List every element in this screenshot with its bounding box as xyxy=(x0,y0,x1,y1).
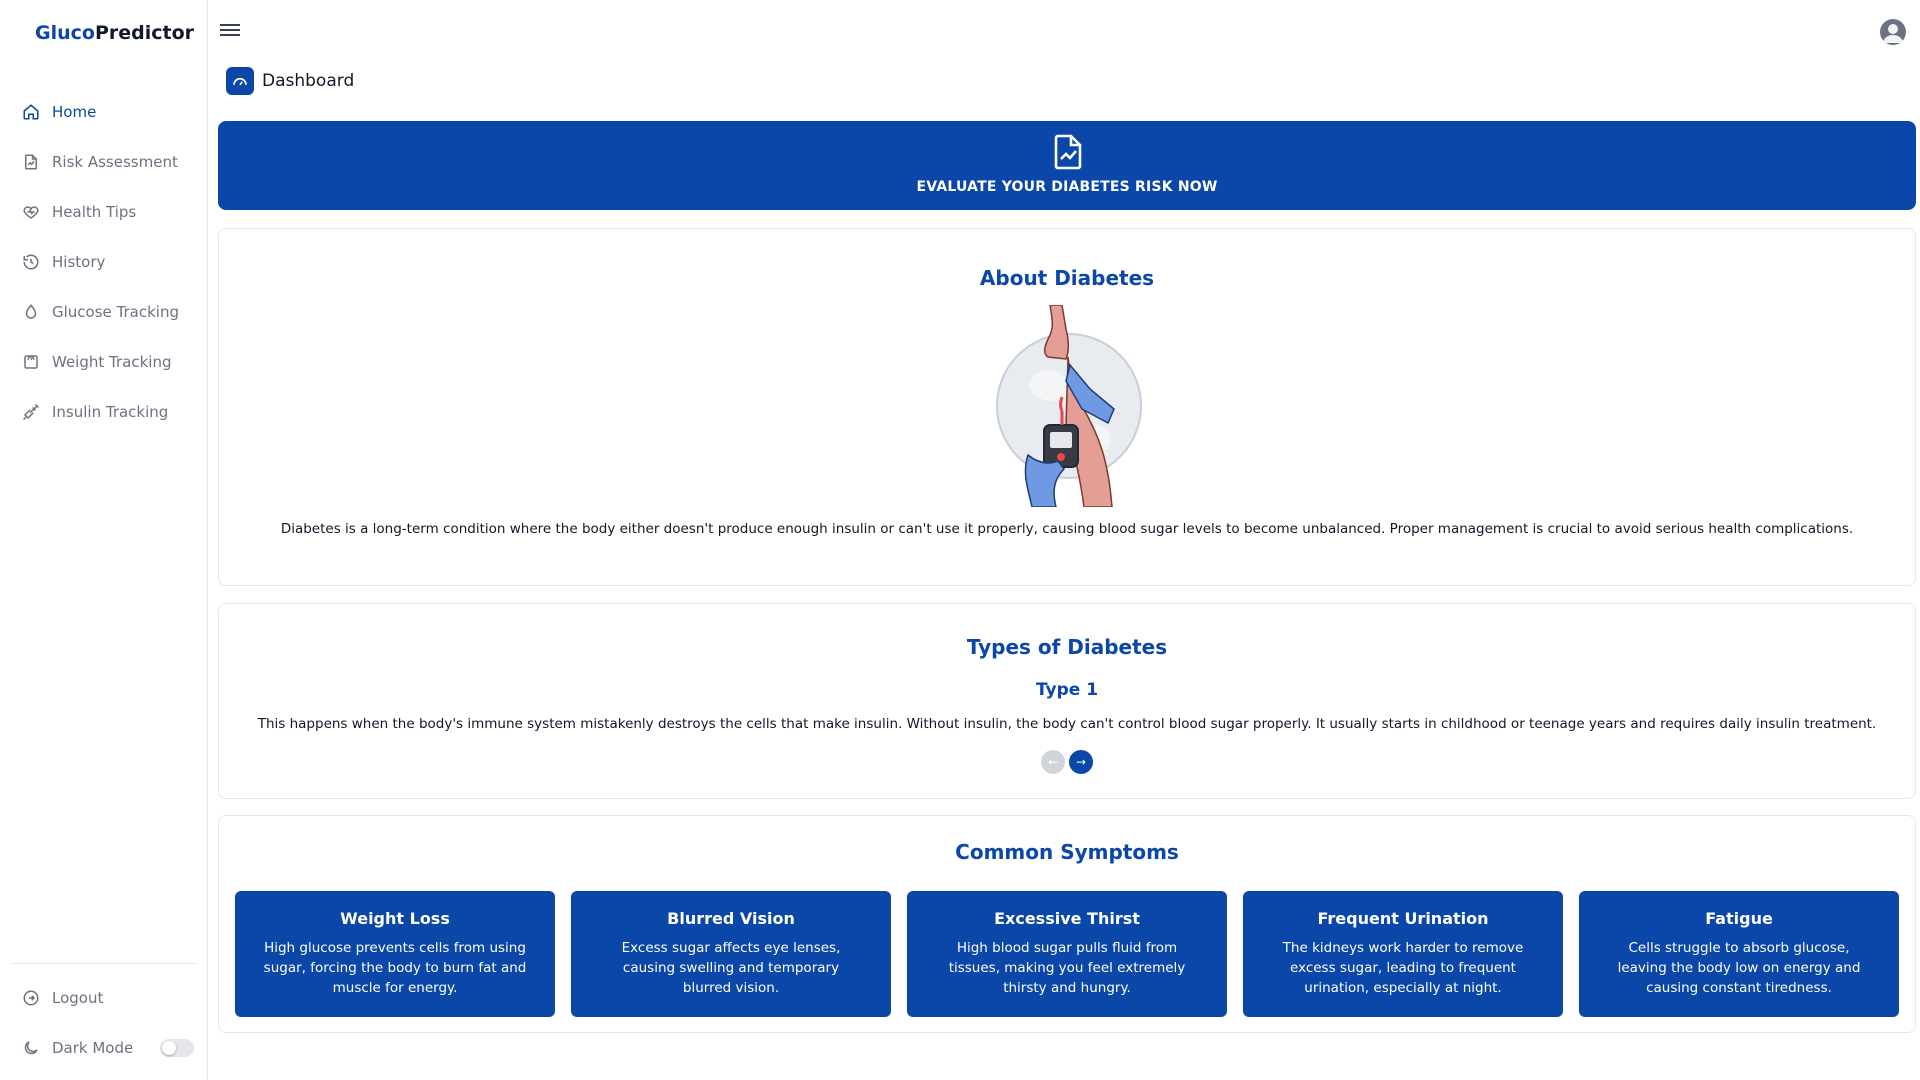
cta-label: EVALUATE YOUR DIABETES RISK NOW xyxy=(916,179,1218,195)
types-of-diabetes-card xyxy=(218,603,1916,799)
history-icon xyxy=(22,253,40,271)
common-symptoms-card xyxy=(218,815,1916,1033)
glucose-meter-illustration xyxy=(988,305,1148,507)
sidebar-item-label: Weight Tracking xyxy=(52,353,172,371)
brand-rest: Predictor xyxy=(94,22,195,44)
logout-button[interactable] xyxy=(0,973,208,1023)
symptom-card xyxy=(1579,891,1899,1017)
symptom-text: Excess sugar affects eye lenses, causing swelling and temporary blurred vision. xyxy=(621,940,841,996)
user-icon xyxy=(1880,19,1906,45)
dark-mode-row xyxy=(0,1023,208,1073)
symptom-title: Excessive Thirst xyxy=(994,909,1140,928)
page-title xyxy=(226,67,354,95)
symptom-card xyxy=(907,891,1227,1017)
sidebar-item-label: Glucose Tracking xyxy=(52,303,179,321)
app-logo[interactable] xyxy=(35,22,194,44)
document-chart-icon xyxy=(22,153,40,171)
dashboard-gauge-icon xyxy=(226,67,254,95)
section-title: Common Symptoms xyxy=(955,840,1179,864)
sidebar-item-label: Insulin Tracking xyxy=(52,403,169,421)
symptom-text: High glucose prevents cells from using sugar, forcing the body to burn fat and muscle for energy. xyxy=(263,940,527,996)
moon-icon xyxy=(22,1039,40,1057)
sidebar-item-risk-assessment[interactable] xyxy=(0,137,208,187)
sidebar-item-glucose-tracking[interactable] xyxy=(0,287,208,337)
syringe-icon xyxy=(22,403,40,421)
toggle-knob xyxy=(162,1041,176,1055)
symptom-title: Fatigue xyxy=(1705,909,1773,928)
symptom-title: Blurred Vision xyxy=(667,909,795,928)
section-title: About Diabetes xyxy=(979,266,1155,290)
sidebar-item-weight-tracking[interactable] xyxy=(0,337,208,387)
symptom-text: The kidneys work harder to remove excess sugar, leading to frequent urination, especially at night. xyxy=(1282,940,1524,996)
sidebar-item-insulin-tracking[interactable] xyxy=(0,387,208,437)
sidebar-divider xyxy=(12,963,196,964)
logout-label: Logout xyxy=(52,989,104,1007)
page-title-text: Dashboard xyxy=(262,71,355,91)
droplet-icon xyxy=(22,303,40,321)
about-diabetes-card xyxy=(218,228,1916,586)
brand-accent: Gluco xyxy=(35,22,95,44)
sidebar-item-label: Health Tips xyxy=(52,203,137,221)
home-icon xyxy=(22,103,40,121)
user-avatar[interactable] xyxy=(1880,19,1906,45)
sidebar xyxy=(0,0,208,1080)
sidebar-item-home[interactable] xyxy=(0,87,208,137)
hamburger-menu-icon[interactable] xyxy=(219,20,241,40)
heart-icon xyxy=(22,203,40,221)
type-title: Type 1 xyxy=(1035,680,1099,700)
symptom-card xyxy=(1243,891,1563,1017)
carousel-prev-button[interactable]: ← xyxy=(1041,750,1065,774)
type-description: This happens when the body's immune system mistakenly destroys the cells that make insulin. Without insulin, the body can't control blood sugar properly. It usually starts in childhood or teenage years and requires daily insulin treatment. xyxy=(257,716,1877,732)
sidebar-nav xyxy=(0,87,208,437)
scale-icon xyxy=(22,353,40,371)
dark-mode-toggle[interactable] xyxy=(160,1039,194,1057)
symptom-title: Weight Loss xyxy=(340,909,450,928)
sidebar-item-label: Home xyxy=(52,103,97,121)
symptom-text: High blood sugar pulls fluid from tissues, making you feel extremely thirsty and hungry. xyxy=(948,940,1186,996)
logout-icon xyxy=(22,989,40,1007)
sidebar-item-health-tips[interactable] xyxy=(0,187,208,237)
symptom-title: Frequent Urination xyxy=(1317,909,1489,928)
about-text: Diabetes is a long-term condition where the body either doesn't produce enough insulin or can't use it properly, causing blood sugar levels to become unbalanced. Proper management is crucial to avoid serious health complications. xyxy=(280,521,1854,537)
sidebar-item-history[interactable] xyxy=(0,237,208,287)
dark-mode-label: Dark Mode xyxy=(52,1039,134,1057)
sidebar-item-label: Risk Assessment xyxy=(52,153,178,171)
symptom-card xyxy=(571,891,891,1017)
symptoms-list xyxy=(235,891,1901,1017)
symptom-card xyxy=(235,891,555,1017)
symptom-text: Cells struggle to absorb glucose, leaving the body low on energy and causing constant tiredness. xyxy=(1617,940,1861,996)
sidebar-bottom xyxy=(0,973,208,1073)
document-chart-icon xyxy=(1051,133,1085,171)
sidebar-item-label: History xyxy=(52,253,106,271)
section-title: Types of Diabetes xyxy=(966,635,1168,659)
carousel-next-button[interactable]: → xyxy=(1069,750,1093,774)
evaluate-risk-button[interactable] xyxy=(218,121,1916,210)
